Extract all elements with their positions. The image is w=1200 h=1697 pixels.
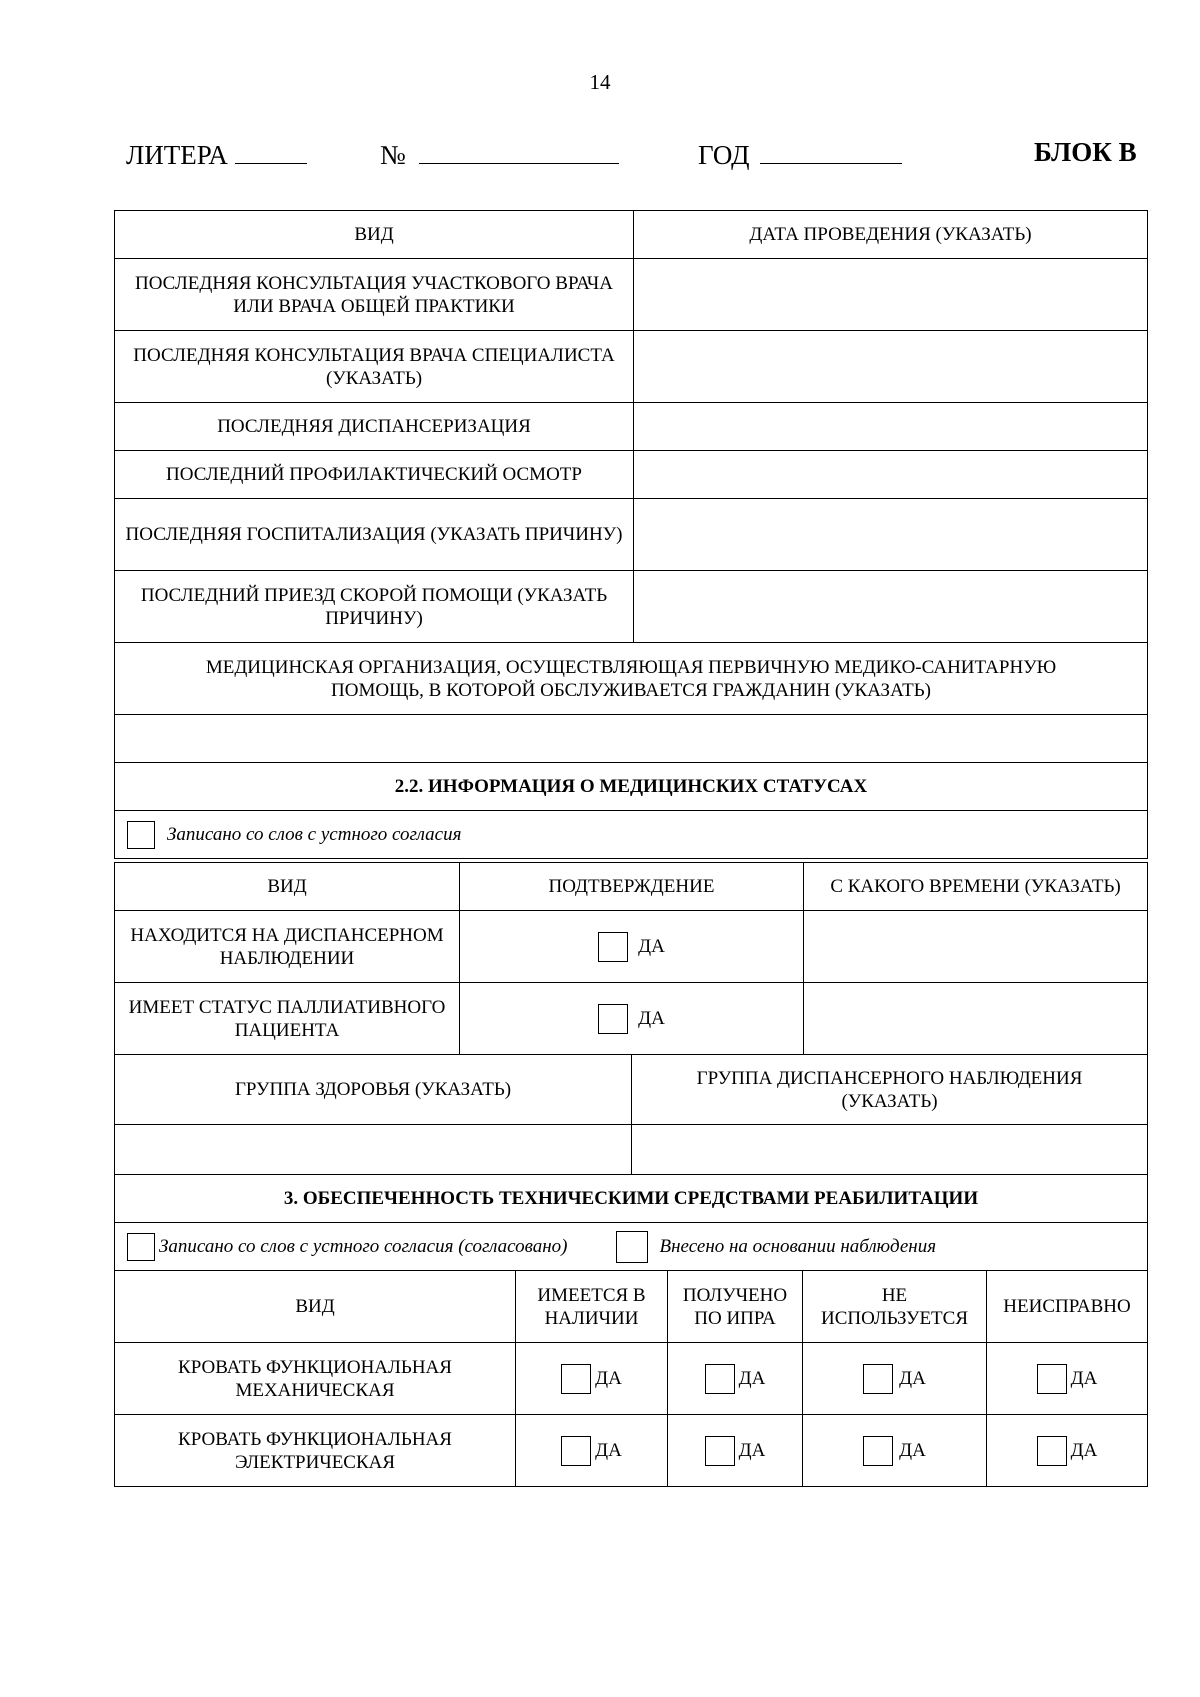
rehab-section-title: 3. ОБЕСПЕЧЕННОСТЬ ТЕХНИЧЕСКИМИ СРЕДСТВАМИ РЕАБИЛИТАЦИИ — [115, 1175, 1148, 1223]
yes-checkbox[interactable] — [598, 932, 628, 962]
observation-checkbox[interactable] — [616, 1231, 648, 1263]
health-group-input[interactable] — [115, 1125, 632, 1175]
yes-label: ДА — [899, 1440, 926, 1461]
yes-label: ДА — [595, 1368, 622, 1389]
form-header — [0, 137, 1200, 177]
rehab-col-type: ВИД — [115, 1271, 516, 1343]
received-checkbox[interactable] — [705, 1364, 735, 1394]
yes-label: ДА — [899, 1368, 926, 1389]
broken-checkbox[interactable] — [1037, 1364, 1067, 1394]
yes-checkbox[interactable] — [598, 1004, 628, 1034]
yes-label: ДА — [638, 936, 665, 957]
health-group-label: ГРУППА ЗДОРОВЬЯ (УКАЗАТЬ) — [115, 1055, 632, 1125]
medical-org-input[interactable] — [115, 715, 1148, 763]
observation-label: Внесено на основании наблюдения — [659, 1236, 937, 1257]
statuses-table — [114, 862, 1148, 1055]
yes-label: ДА — [595, 1440, 622, 1461]
broken-cell — [987, 1415, 1148, 1487]
status-since-input[interactable] — [804, 983, 1148, 1055]
litera-blank[interactable] — [235, 137, 307, 164]
number-field — [380, 137, 619, 171]
received-checkbox[interactable] — [705, 1436, 735, 1466]
yes-label: ДА — [638, 1008, 665, 1029]
rehab-consent-row — [115, 1223, 1148, 1271]
rehab-item-cell: КРОВАТЬ ФУНКЦИОНАЛЬНАЯ ЭЛЕКТРИЧЕСКАЯ — [115, 1415, 516, 1487]
rehab-col-broken: НЕИСПРАВНО — [987, 1271, 1148, 1343]
medical-org-label: МЕДИЦИНСКАЯ ОРГАНИЗАЦИЯ, ОСУЩЕСТВЛЯЮЩАЯ ПЕРВИЧНУЮ МЕДИКО-САНИТАРНУЮ ПОМОЩЬ, В КОТОРОЙ ОБСЛУЖИВАЕТСЯ ГРАЖДАНИН (УКАЗАТЬ) — [115, 643, 1148, 715]
dispensary-group-label: ГРУППА ДИСПАНСЕРНОГО НАБЛЮДЕНИЯ (УКАЗАТЬ) — [632, 1055, 1148, 1125]
visits-col-type: ВИД — [115, 211, 634, 259]
verbal-consent-label: Записано со слов с устного согласия (согласовано) — [159, 1236, 568, 1257]
available-checkbox[interactable] — [561, 1436, 591, 1466]
not-used-checkbox[interactable] — [863, 1436, 893, 1466]
not-used-cell — [803, 1415, 987, 1487]
visits-col-date: ДАТА ПРОВЕДЕНИЯ (УКАЗАТЬ) — [634, 211, 1148, 259]
statuses-col-type: ВИД — [115, 863, 460, 911]
received-cell — [668, 1415, 803, 1487]
rehab-item-cell: КРОВАТЬ ФУНКЦИОНАЛЬНАЯ МЕХАНИЧЕСКАЯ — [115, 1343, 516, 1415]
yes-label: ДА — [1070, 1368, 1098, 1389]
visit-date-input[interactable] — [634, 331, 1148, 403]
available-checkbox[interactable] — [561, 1364, 591, 1394]
page-number: 14 — [589, 70, 611, 94]
block-label: БЛОК В — [1034, 137, 1137, 167]
visit-type-cell: ПОСЛЕДНИЙ ПРОФИЛАКТИЧЕСКИЙ ОСМОТР — [115, 451, 634, 499]
not-used-checkbox[interactable] — [863, 1364, 893, 1394]
available-cell — [516, 1415, 668, 1487]
medical-info-table — [114, 210, 1148, 859]
available-cell — [516, 1343, 668, 1415]
rehab-col-available: ИМЕЕТСЯ В НАЛИЧИИ — [516, 1271, 668, 1343]
statuses-col-confirm: ПОДТВЕРЖДЕНИЕ — [460, 863, 804, 911]
statuses-consent-row — [115, 811, 1148, 859]
number-blank[interactable] — [419, 137, 619, 164]
visit-type-cell: ПОСЛЕДНИЙ ПРИЕЗД СКОРОЙ ПОМОЩИ (УКАЗАТЬ ПРИЧИНУ) — [115, 571, 634, 643]
verbal-consent-checkbox[interactable] — [127, 1233, 155, 1261]
statuses-section-title: 2.2. ИНФОРМАЦИЯ О МЕДИЦИНСКИХ СТАТУСАХ — [115, 763, 1148, 811]
status-type-cell: ИМЕЕТ СТАТУС ПАЛЛИАТИВНОГО ПАЦИЕНТА — [115, 983, 460, 1055]
groups-table — [114, 1054, 1148, 1271]
visit-date-input[interactable] — [634, 451, 1148, 499]
broken-checkbox[interactable] — [1037, 1436, 1067, 1466]
status-since-input[interactable] — [804, 911, 1148, 983]
visit-type-cell: ПОСЛЕДНЯЯ КОНСУЛЬТАЦИЯ УЧАСТКОВОГО ВРАЧА ИЛИ ВРАЧА ОБЩЕЙ ПРАКТИКИ — [115, 259, 634, 331]
statuses-col-since: С КАКОГО ВРЕМЕНИ (УКАЗАТЬ) — [804, 863, 1148, 911]
year-field — [698, 137, 902, 171]
received-cell — [668, 1343, 803, 1415]
broken-cell — [987, 1343, 1148, 1415]
yes-label: ДА — [1070, 1440, 1098, 1461]
yes-label: ДА — [738, 1368, 766, 1389]
consent-label: Записано со слов с устного согласия — [167, 824, 462, 845]
litera-field — [126, 137, 307, 171]
rehab-col-received: ПОЛУЧЕНО ПО ИПРА — [668, 1271, 803, 1343]
not-used-cell — [803, 1343, 987, 1415]
visit-type-cell: ПОСЛЕДНЯЯ КОНСУЛЬТАЦИЯ ВРАЧА СПЕЦИАЛИСТА (УКАЗАТЬ) — [115, 331, 634, 403]
visit-date-input[interactable] — [634, 403, 1148, 451]
visit-type-cell: ПОСЛЕДНЯЯ ДИСПАНСЕРИЗАЦИЯ — [115, 403, 634, 451]
yes-label: ДА — [738, 1440, 766, 1461]
dispensary-group-input[interactable] — [632, 1125, 1148, 1175]
visit-date-input[interactable] — [634, 259, 1148, 331]
visit-type-cell: ПОСЛЕДНЯЯ ГОСПИТАЛИЗАЦИЯ (УКАЗАТЬ ПРИЧИНУ) — [115, 499, 634, 571]
status-type-cell: НАХОДИТСЯ НА ДИСПАНСЕРНОМ НАБЛЮДЕНИИ — [115, 911, 460, 983]
rehab-col-not-used: НЕ ИСПОЛЬЗУЕТСЯ — [803, 1271, 987, 1343]
status-confirm-cell — [460, 983, 804, 1055]
rehab-table — [114, 1270, 1148, 1487]
consent-checkbox[interactable] — [127, 821, 155, 849]
year-label: ГОД — [698, 140, 750, 170]
number-label: № — [380, 140, 406, 170]
year-blank[interactable] — [760, 137, 902, 164]
status-confirm-cell — [460, 911, 804, 983]
visit-date-input[interactable] — [634, 499, 1148, 571]
visit-date-input[interactable] — [634, 571, 1148, 643]
litera-label: ЛИТЕРА — [126, 140, 228, 170]
